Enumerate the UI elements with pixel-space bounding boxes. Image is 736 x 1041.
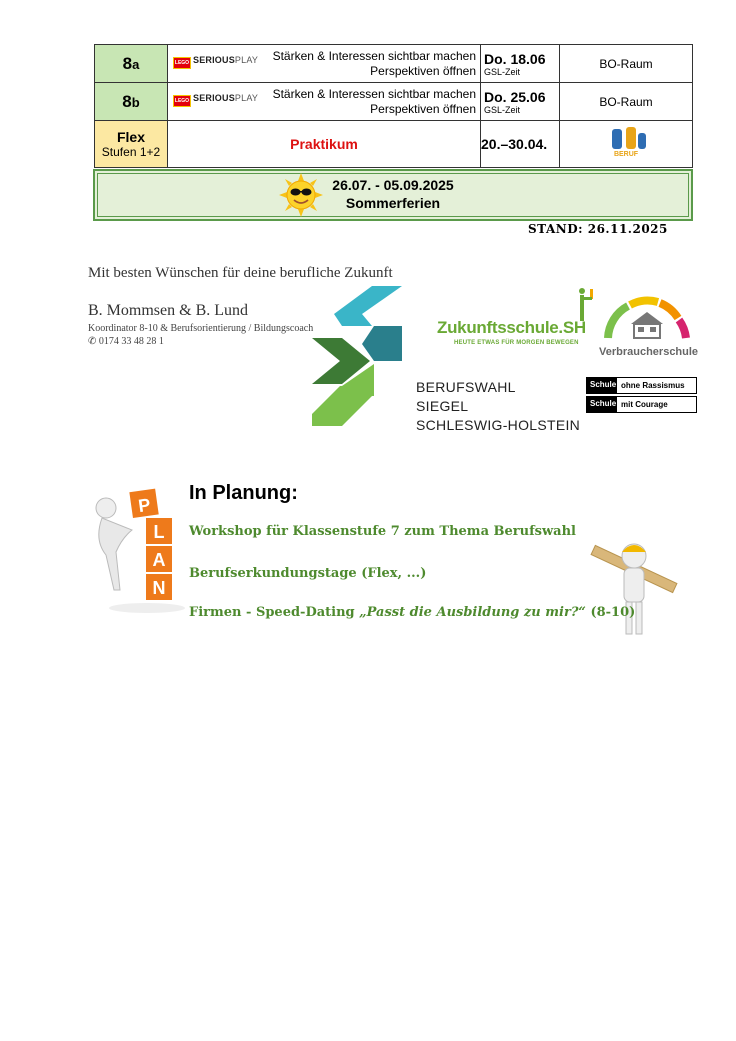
room-cell: BO-Raum [560,83,693,121]
planning-item: Firmen - Speed-Dating „Passt die Ausbildung zu mir?“ (8-10) [189,605,636,620]
schule-ohne-rassismus-logo: Schule ohne Rassismus Schule mit Courage [586,377,697,415]
date-cell [481,45,560,83]
room-cell [560,121,693,168]
holiday-dates: 26.07. - 05.09.2025 [332,177,454,193]
zukunftsschule-tagline: HEUTE ETWAS FÜR MORGEN BEWEGEN [454,340,579,346]
lego-logo-icon: LEGO [173,57,191,69]
table-row [95,121,693,168]
author-names: B. Mommsen & B. Lund [88,302,249,319]
status-date: STAND: 26.11.2025 [528,222,668,236]
grade-cell [95,83,168,121]
grade-number: 8 [122,91,132,111]
table-row [95,45,693,83]
grade-cell [95,121,168,168]
activity-cell: Praktikum [168,121,481,168]
worker-with-ruler-icon [584,534,684,644]
serious-play-logo: SERIOUSPLAY [193,55,259,65]
description-cell [168,45,481,83]
plan-letter: L [153,522,165,542]
lego-logo-icon: LEGO [173,95,191,107]
plan-letter: P [136,494,152,517]
berufswahl-siegel-text: BERUFSWAHL SIEGEL SCHLESWIG-HOLSTEIN [416,379,581,433]
planning-title: In Planung: [189,482,298,504]
holiday-name: Sommerferien [345,195,441,211]
date-cell: 20.–30.04. [481,121,560,168]
description-cell [168,83,481,121]
phone-number: ✆ 0174 33 48 28 1 [88,336,164,347]
date-cell [481,83,560,121]
date-subtext: GSL-Zeit [484,104,521,115]
greeting-text: Mit besten Wünschen für deine berufliche Zukunft [88,265,393,281]
beruf-workers-icon: BERUF [602,125,650,163]
plan-letter: A [152,550,166,570]
grade-number: 8 [122,53,133,73]
schedule-table [94,44,693,168]
description-line: Perspektiven öffnen [370,64,476,78]
flex-title: Flex [116,129,145,145]
serious-play-logo: SERIOUSPLAY [193,93,259,103]
table-row [95,83,693,121]
flex-subtitle: Stufen 1+2 [101,145,161,159]
grade-letter: b [131,94,140,110]
plan-letter: N [152,578,166,598]
description-line: Perspektiven öffnen [370,102,476,116]
description-line: Stärken & Interessen sichtbar machen [272,87,476,101]
room-cell: BO-Raum [560,45,693,83]
author-role: Koordinator 8-10 & Berufsorientierung / Bildungscoach [88,323,314,334]
date-subtext: GSL-Zeit [484,66,521,77]
grade-cell [95,45,168,83]
verbraucherschule-text: Verbraucherschule [599,346,699,358]
date-text: Do. 18.06 [484,50,546,67]
holiday-box [93,169,693,221]
plan-figure-icon [92,480,187,620]
grade-letter: a [132,56,140,72]
date-text: Do. 25.06 [484,88,546,105]
zukunftsschule-logo: Zukunftsschule.SH [437,318,586,337]
berufswahl-siegel-logo-icon [312,286,427,426]
planning-item: Berufserkundungstage (Flex, ...) [189,566,427,581]
planning-item: Workshop für Klassenstufe 7 zum Thema Berufswahl [189,524,576,539]
description-line: Stärken & Interessen sichtbar machen [272,49,476,63]
